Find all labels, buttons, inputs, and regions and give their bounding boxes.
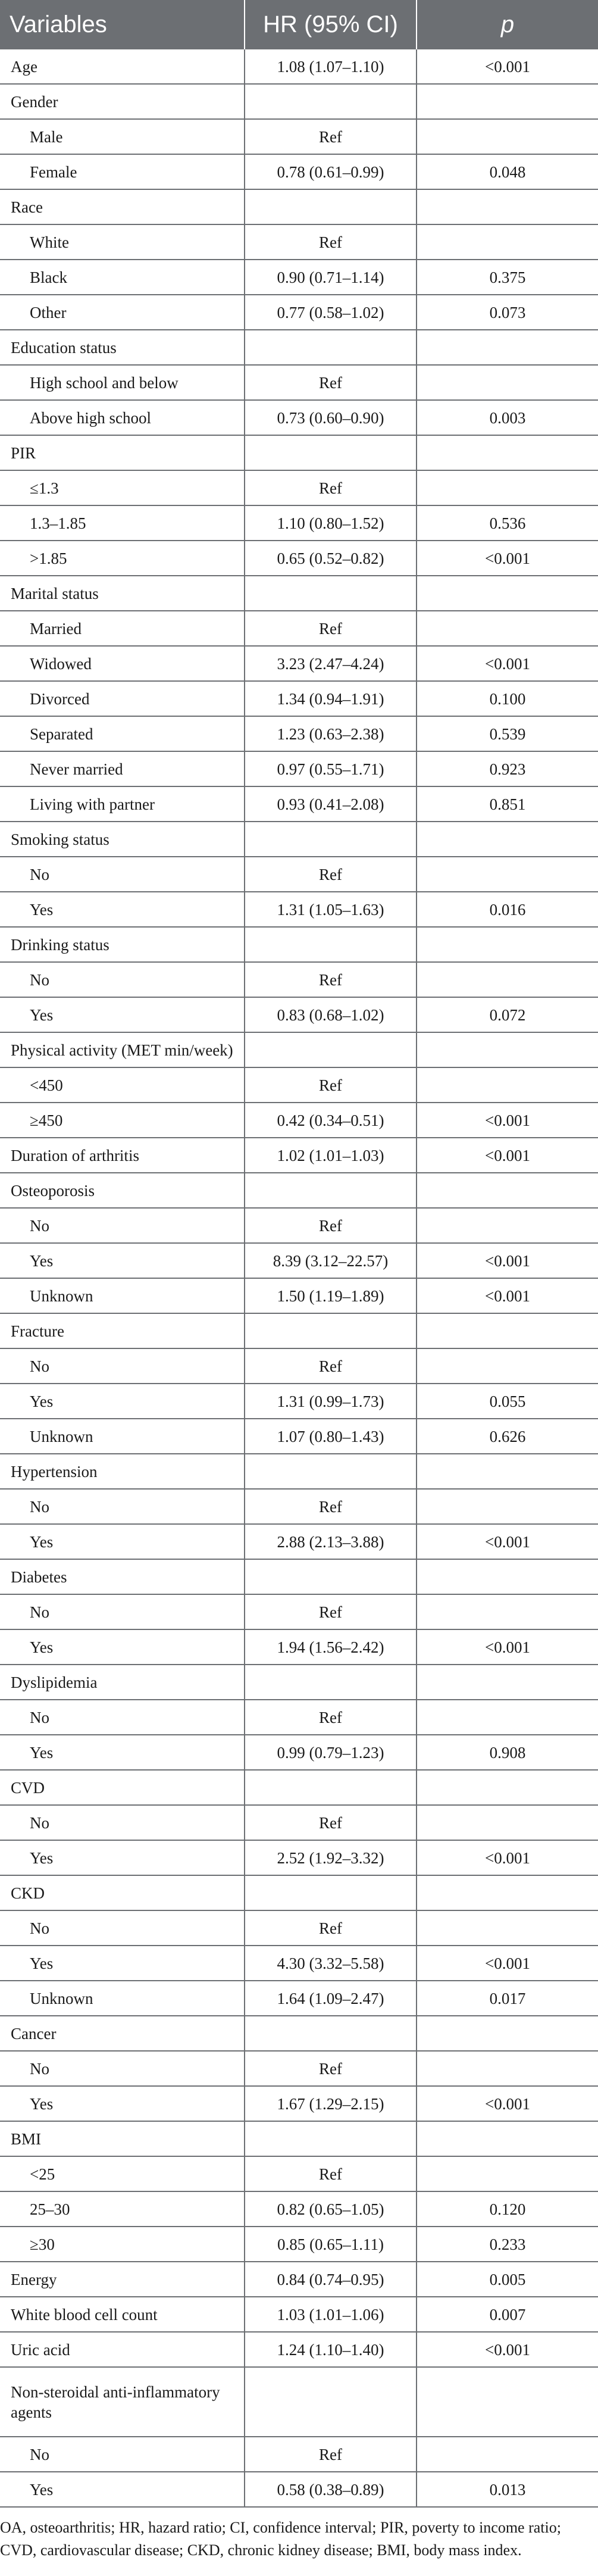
p-value-cell: 0.626 (417, 1419, 598, 1454)
p-value-cell: 0.536 (417, 505, 598, 541)
table-row (0, 1032, 598, 1067)
table-row (0, 1594, 598, 1629)
p-value-cell (417, 84, 598, 119)
hr-ci-cell: Ref (245, 2437, 417, 2472)
p-value-cell (417, 1770, 598, 1805)
variable-label: Yes (0, 1629, 245, 1665)
hr-ci-cell: Ref (245, 1208, 417, 1243)
p-value-cell (417, 2437, 598, 2472)
hr-ci-cell: 1.10 (0.80–1.52) (245, 505, 417, 541)
p-value-cell: 0.233 (417, 2227, 598, 2262)
p-value-cell: <0.001 (417, 2086, 598, 2121)
table-row (0, 927, 598, 962)
variable-label: No (0, 1910, 245, 1946)
hr-ci-cell: Ref (245, 470, 417, 505)
table-row (0, 1067, 598, 1103)
table-row (0, 49, 598, 84)
hr-ci-cell: 1.03 (1.01–1.06) (245, 2297, 417, 2332)
hr-ci-cell (245, 927, 417, 962)
p-value-cell: <0.001 (417, 1946, 598, 1981)
group-label: Diabetes (0, 1559, 245, 1594)
hr-ci-cell: 0.42 (0.34–0.51) (245, 1103, 417, 1138)
hr-ci-cell: 0.58 (0.38–0.89) (245, 2472, 417, 2507)
hr-ci-cell (245, 1875, 417, 1910)
group-label: Smoking status (0, 822, 245, 857)
variable-label: High school and below (0, 365, 245, 400)
hr-ci-cell: Ref (245, 611, 417, 646)
hr-ci-cell (245, 1770, 417, 1805)
variable-label: Yes (0, 892, 245, 927)
p-value-cell: 0.072 (417, 997, 598, 1032)
variable-label: Yes (0, 1243, 245, 1278)
variable-label: Yes (0, 1840, 245, 1875)
hr-ci-cell: 1.64 (1.09–2.47) (245, 1981, 417, 2016)
hr-ci-cell: Ref (245, 1910, 417, 1946)
hr-ci-cell (245, 822, 417, 857)
variable-label: White (0, 224, 245, 260)
p-value-cell: 0.055 (417, 1384, 598, 1419)
variable-label: ≤1.3 (0, 470, 245, 505)
p-value-cell (417, 1348, 598, 1384)
table-row (0, 2156, 598, 2191)
hr-ci-cell: 0.99 (0.79–1.23) (245, 1735, 417, 1770)
variable-label: >1.85 (0, 541, 245, 576)
variable-label: Yes (0, 2472, 245, 2507)
table-footnote: OA, osteoarthritis; HR, hazard ratio; CI, confidence interval; PIR, poverty to income ratio; CVD, cardiovascular disease; CKD, chronic kidney disease; BMI, body mass index. (0, 2519, 561, 2559)
hr-ci-cell (245, 189, 417, 224)
hr-ci-cell: Ref (245, 1805, 417, 1840)
table-row (0, 646, 598, 681)
p-value-cell: 0.005 (417, 2262, 598, 2297)
table-row (0, 2297, 598, 2332)
hr-ci-cell: 2.52 (1.92–3.32) (245, 1840, 417, 1875)
variable-label: 1.3–1.85 (0, 505, 245, 541)
variable-label: <25 (0, 2156, 245, 2191)
group-label: CKD (0, 1875, 245, 1910)
group-label: Marital status (0, 576, 245, 611)
variable-label: Above high school (0, 400, 245, 435)
header-p-label: p (500, 11, 515, 38)
p-value-cell (417, 1559, 598, 1594)
table-row (0, 962, 598, 997)
table-row (0, 1665, 598, 1700)
table-row (0, 2227, 598, 2262)
variable-label: Married (0, 611, 245, 646)
hr-ci-cell: 0.93 (0.41–2.08) (245, 786, 417, 822)
p-value-cell: <0.001 (417, 49, 598, 84)
table-row (0, 1770, 598, 1805)
hr-ci-cell: Ref (245, 2051, 417, 2086)
p-value-cell: 0.539 (417, 716, 598, 751)
p-value-cell (417, 927, 598, 962)
p-value-cell (417, 1875, 598, 1910)
p-value-cell (417, 576, 598, 611)
table-header (0, 0, 598, 49)
p-value-cell: <0.001 (417, 541, 598, 576)
variable-label: No (0, 1594, 245, 1629)
table-row (0, 1559, 598, 1594)
table-row (0, 1524, 598, 1559)
p-value-cell: <0.001 (417, 1840, 598, 1875)
table-row (0, 84, 598, 119)
hr-ci-cell: 0.97 (0.55–1.71) (245, 751, 417, 786)
hr-ci-cell (245, 1665, 417, 1700)
p-value-cell (417, 330, 598, 365)
p-value-cell (417, 189, 598, 224)
table-row (0, 1981, 598, 2016)
p-value-cell (417, 962, 598, 997)
table-row (0, 1840, 598, 1875)
hr-ci-cell (245, 2016, 417, 2051)
table-row (0, 400, 598, 435)
p-value-cell: 0.017 (417, 1981, 598, 2016)
table-row (0, 2191, 598, 2227)
hr-ci-cell: 0.82 (0.65–1.05) (245, 2191, 417, 2227)
group-label: Physical activity (MET min/week) (0, 1032, 245, 1067)
p-value-cell (417, 1208, 598, 1243)
p-value-cell (417, 435, 598, 470)
table-row (0, 1243, 598, 1278)
variable-label: Energy (0, 2262, 245, 2297)
p-value-cell: 0.923 (417, 751, 598, 786)
variable-label: Unknown (0, 1278, 245, 1313)
p-value-cell (417, 224, 598, 260)
p-value-cell (417, 1910, 598, 1946)
hr-ci-cell: 1.31 (0.99–1.73) (245, 1384, 417, 1419)
table-row (0, 2262, 598, 2297)
hr-ci-cell: 1.50 (1.19–1.89) (245, 1278, 417, 1313)
hr-ci-cell: Ref (245, 1348, 417, 1384)
variable-label: No (0, 1348, 245, 1384)
group-label: Hypertension (0, 1454, 245, 1489)
variable-label: Yes (0, 1384, 245, 1419)
hr-ci-cell: 0.85 (0.65–1.11) (245, 2227, 417, 2262)
table-row (0, 1700, 598, 1735)
p-value-cell: <0.001 (417, 1524, 598, 1559)
p-value-cell: <0.001 (417, 1138, 598, 1173)
p-value-cell (417, 611, 598, 646)
hr-ci-cell: 1.94 (1.56–2.42) (245, 1629, 417, 1665)
variable-label: No (0, 2437, 245, 2472)
p-value-cell: 0.120 (417, 2191, 598, 2227)
p-value-cell (417, 2156, 598, 2191)
hr-ci-cell: 0.84 (0.74–0.95) (245, 2262, 417, 2297)
table-row (0, 1348, 598, 1384)
group-label: Drinking status (0, 927, 245, 962)
variable-label: ≥30 (0, 2227, 245, 2262)
header-p-value (417, 0, 598, 49)
variable-label: White blood cell count (0, 2297, 245, 2332)
table-row (0, 576, 598, 611)
hr-ci-cell (245, 576, 417, 611)
table-row (0, 1313, 598, 1348)
table-row (0, 2051, 598, 2086)
variable-label: Never married (0, 751, 245, 786)
table-row (0, 1875, 598, 1910)
group-label: Cancer (0, 2016, 245, 2051)
table-row (0, 2121, 598, 2156)
variable-label: Age (0, 49, 245, 84)
table-row (0, 2086, 598, 2121)
table-row (0, 224, 598, 260)
table-row (0, 857, 598, 892)
hr-ci-cell: 3.23 (2.47–4.24) (245, 646, 417, 681)
group-label: Fracture (0, 1313, 245, 1348)
hr-ci-cell: 0.83 (0.68–1.02) (245, 997, 417, 1032)
variable-label: Yes (0, 1735, 245, 1770)
hr-ci-cell: 0.90 (0.71–1.14) (245, 260, 417, 295)
hr-ci-cell (245, 1559, 417, 1594)
hr-ci-cell (245, 435, 417, 470)
p-value-cell (417, 1665, 598, 1700)
p-value-cell: 0.016 (417, 892, 598, 927)
table-row (0, 1278, 598, 1313)
p-value-cell (417, 1454, 598, 1489)
p-value-cell (417, 2121, 598, 2156)
variable-label: Unknown (0, 1419, 245, 1454)
hr-ci-cell: Ref (245, 962, 417, 997)
variable-label: Duration of arthritis (0, 1138, 245, 1173)
hr-ci-cell (245, 1173, 417, 1208)
p-value-cell: 0.908 (417, 1735, 598, 1770)
hr-ci-cell: 1.34 (0.94–1.91) (245, 681, 417, 716)
p-value-cell (417, 857, 598, 892)
variable-label: ≥450 (0, 1103, 245, 1138)
p-value-cell: 0.851 (417, 786, 598, 822)
variable-label: Yes (0, 2086, 245, 2121)
table-row (0, 892, 598, 927)
variable-label: 25–30 (0, 2191, 245, 2227)
variable-label: <450 (0, 1067, 245, 1103)
hr-ci-cell: 0.65 (0.52–0.82) (245, 541, 417, 576)
hr-ci-cell: Ref (245, 857, 417, 892)
p-value-cell (417, 822, 598, 857)
table-row (0, 1208, 598, 1243)
table-row (0, 681, 598, 716)
table-row (0, 716, 598, 751)
table-row (0, 1419, 598, 1454)
hr-ci-cell: 1.23 (0.63–2.38) (245, 716, 417, 751)
hr-ci-cell (245, 330, 417, 365)
hr-ci-cell (245, 1032, 417, 1067)
group-label: PIR (0, 435, 245, 470)
table-row (0, 611, 598, 646)
table-row (0, 154, 598, 189)
variable-label: Yes (0, 1946, 245, 1981)
hr-ci-cell: 0.73 (0.60–0.90) (245, 400, 417, 435)
table-row (0, 1629, 598, 1665)
group-label: Education status (0, 330, 245, 365)
variable-label: No (0, 962, 245, 997)
p-value-cell: 0.013 (417, 2472, 598, 2507)
hr-ci-cell: 1.24 (1.10–1.40) (245, 2332, 417, 2367)
p-value-cell (417, 2051, 598, 2086)
table-row (0, 751, 598, 786)
p-value-cell: 0.003 (417, 400, 598, 435)
p-value-cell (417, 1173, 598, 1208)
p-value-cell (417, 1700, 598, 1735)
p-value-cell (417, 1067, 598, 1103)
variable-label: Living with partner (0, 786, 245, 822)
table-row (0, 470, 598, 505)
table-row (0, 1384, 598, 1419)
hr-ci-cell: Ref (245, 1489, 417, 1524)
p-value-cell: 0.375 (417, 260, 598, 295)
p-value-cell: 0.073 (417, 295, 598, 330)
variable-label: Unknown (0, 1981, 245, 2016)
hr-ci-cell: Ref (245, 365, 417, 400)
hr-ci-cell (245, 1454, 417, 1489)
hr-ci-cell: 8.39 (3.12–22.57) (245, 1243, 417, 1278)
p-value-cell (417, 1594, 598, 1629)
variable-label: Black (0, 260, 245, 295)
variable-label: Divorced (0, 681, 245, 716)
table-row (0, 295, 598, 330)
table-row (0, 505, 598, 541)
p-value-cell (417, 365, 598, 400)
hr-ci-cell: 2.88 (2.13–3.88) (245, 1524, 417, 1559)
table-row (0, 1103, 598, 1138)
hr-ci-cell: 0.78 (0.61–0.99) (245, 154, 417, 189)
hr-ci-cell: 1.31 (1.05–1.63) (245, 892, 417, 927)
p-value-cell (417, 1489, 598, 1524)
table-row (0, 997, 598, 1032)
hr-ci-cell: 0.77 (0.58–1.02) (245, 295, 417, 330)
variable-label: Other (0, 295, 245, 330)
group-label: Gender (0, 84, 245, 119)
table-row (0, 330, 598, 365)
table-row (0, 2332, 598, 2367)
header-row (0, 0, 598, 49)
p-value-cell (417, 1032, 598, 1067)
table-row (0, 260, 598, 295)
variable-label: Yes (0, 1524, 245, 1559)
table-row (0, 1910, 598, 1946)
p-value-cell (417, 2367, 598, 2437)
variable-label: Uric acid (0, 2332, 245, 2367)
hr-ci-cell (245, 2367, 417, 2437)
table-row (0, 435, 598, 470)
hr-ci-cell: Ref (245, 1700, 417, 1735)
table-row (0, 1946, 598, 1981)
table-row (0, 1138, 598, 1173)
table-row (0, 822, 598, 857)
p-value-cell: <0.001 (417, 1243, 598, 1278)
table-row (0, 1735, 598, 1770)
p-value-cell: <0.001 (417, 2332, 598, 2367)
group-label: CVD (0, 1770, 245, 1805)
p-value-cell: <0.001 (417, 1278, 598, 1313)
table-row (0, 2472, 598, 2507)
table-row (0, 541, 598, 576)
group-label: Dyslipidemia (0, 1665, 245, 1700)
hr-ci-cell: 4.30 (3.32–5.58) (245, 1946, 417, 1981)
hr-ci-cell (245, 2121, 417, 2156)
variable-label: Yes (0, 997, 245, 1032)
hr-ci-cell: Ref (245, 2156, 417, 2191)
p-value-cell (417, 1805, 598, 1840)
group-label: BMI (0, 2121, 245, 2156)
group-label: Non-steroidal anti-inflammatory agents (0, 2367, 245, 2437)
p-value-cell (417, 470, 598, 505)
variable-label: Widowed (0, 646, 245, 681)
hr-ci-cell (245, 1313, 417, 1348)
header-hr-ci: HR (95% CI) (245, 0, 417, 49)
hr-ci-cell: Ref (245, 1594, 417, 1629)
table-row (0, 2437, 598, 2472)
table-row (0, 365, 598, 400)
table-row (0, 2016, 598, 2051)
p-value-cell: <0.001 (417, 646, 598, 681)
variable-label: Separated (0, 716, 245, 751)
p-value-cell (417, 1313, 598, 1348)
variable-label: Male (0, 119, 245, 154)
hr-ci-cell: 1.67 (1.29–2.15) (245, 2086, 417, 2121)
hr-ci-cell (245, 84, 417, 119)
table-row (0, 1454, 598, 1489)
variable-label: No (0, 2051, 245, 2086)
table-row (0, 189, 598, 224)
variable-label: No (0, 1805, 245, 1840)
variable-label: No (0, 857, 245, 892)
table-row (0, 119, 598, 154)
p-value-cell: 0.048 (417, 154, 598, 189)
group-label: Race (0, 189, 245, 224)
p-value-cell: 0.100 (417, 681, 598, 716)
variable-label: Female (0, 154, 245, 189)
table-row (0, 1805, 598, 1840)
variable-label: No (0, 1489, 245, 1524)
table-row (0, 1173, 598, 1208)
group-label: Osteoporosis (0, 1173, 245, 1208)
hr-ci-cell: Ref (245, 224, 417, 260)
header-variables: Variables (0, 0, 245, 49)
table-row (0, 786, 598, 822)
hr-ci-cell: Ref (245, 1067, 417, 1103)
hr-ci-cell: 1.07 (0.80–1.43) (245, 1419, 417, 1454)
hr-ci-cell: 1.08 (1.07–1.10) (245, 49, 417, 84)
variable-label: No (0, 1208, 245, 1243)
table-row (0, 2367, 598, 2437)
hr-ci-cell: Ref (245, 119, 417, 154)
p-value-cell: 0.007 (417, 2297, 598, 2332)
p-value-cell (417, 2016, 598, 2051)
table-row (0, 1489, 598, 1524)
hr-ci-cell: 1.02 (1.01–1.03) (245, 1138, 417, 1173)
p-value-cell (417, 119, 598, 154)
variable-label: No (0, 1700, 245, 1735)
p-value-cell: <0.001 (417, 1629, 598, 1665)
table-body (0, 49, 598, 2507)
p-value-cell: <0.001 (417, 1103, 598, 1138)
